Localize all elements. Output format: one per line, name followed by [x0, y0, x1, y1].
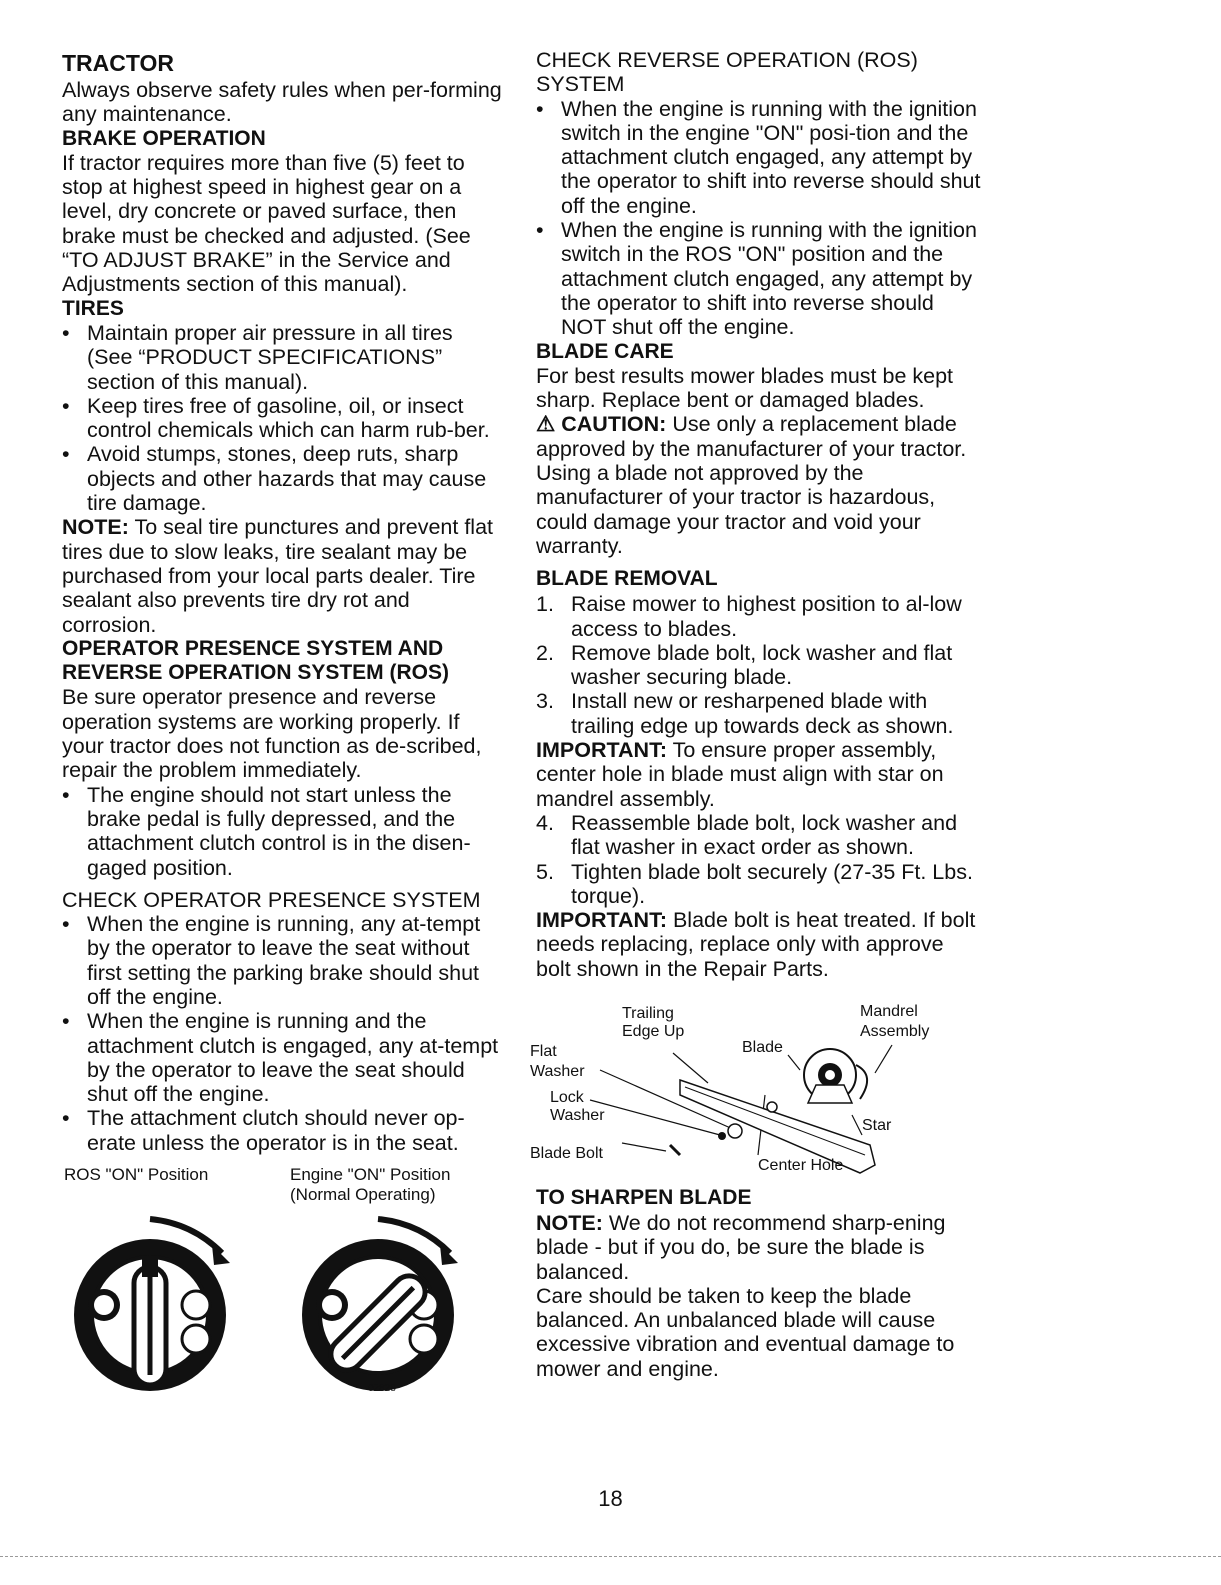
list-item: 1. Raise mower to highest position to al-low access to blades.	[536, 592, 962, 641]
list-item: • When the engine is running with the ignition switch in the ROS "ON" position and the attachment clutch engaged, any attempt by the operator to shift into reverse should NOT shut off the engine.	[536, 218, 981, 339]
engine-switch-icon	[290, 1205, 480, 1395]
label-star: Star	[862, 1116, 892, 1134]
blade-removal-steps-b	[536, 811, 981, 908]
list-item: • Avoid stumps, stones, deep ruts, sharp objects and other hazards that may cause tire damage.	[62, 442, 502, 515]
label-flat: Flat	[530, 1042, 557, 1060]
caution-paragraph	[536, 412, 981, 558]
blade-removal-steps-a	[536, 592, 981, 738]
blade-diagram	[530, 995, 981, 1185]
important-note-1: IMPORTANT: To ensure proper assembly, center hole in blade must align with star on mandrel assembly.	[536, 738, 944, 811]
blade-care-heading: BLADE CARE	[536, 339, 674, 363]
list-item: • Maintain proper air pressure in all tires (See “PRODUCT SPECIFICATIONS” section of this manual).	[62, 321, 502, 394]
ros-label: ROS "ON" Position	[64, 1165, 209, 1185]
label-washer: Washer	[530, 1062, 585, 1080]
list-item: • When the engine is running with the ignition switch in the engine "ON" posi-tion and the attachment clutch engaged, any attempt by the operator to shift into reverse should shut off the engine.	[536, 97, 981, 218]
sharpen-note: NOTE: We do not recommend sharp-ening blade - but if you do, be sure the blade is balanced.	[536, 1210, 946, 1284]
blade-care-text: For best results mower blades must be kept sharp. Replace bent or damaged blades.	[536, 363, 954, 413]
label-trailing: Trailing	[622, 1004, 674, 1022]
list-item: • The attachment clutch should never op-erate unless the operator is in the seat.	[62, 1106, 502, 1155]
check-ops-list	[62, 912, 502, 1155]
note-text: To seal tire punctures and prevent flat tires due to slow leaks, tire sealant may be purchased from your local parts dealer. Tire sealant also prevents tire dry rot and corrosion.	[62, 515, 494, 637]
sharpen-text: Care should be taken to keep the blade balanced. An unbalanced blade will cause excessive vibration and eventual damage to mower and engine.	[536, 1283, 955, 1381]
label-edge-up: Edge Up	[622, 1022, 685, 1040]
list-item: • Keep tires free of gasoline, oil, or insect control chemicals which can harm rub-ber.	[62, 394, 502, 443]
label-lock: Lock	[550, 1088, 584, 1106]
check-ops-heading: CHECK OPERATOR PRESENCE SYSTEM	[62, 887, 481, 912]
tires-heading: TIRES	[62, 296, 124, 320]
figure-code: 02828	[368, 1383, 396, 1395]
important-note-2: IMPORTANT: Blade bolt is heat treated. If bolt needs replacing, replace only with approve bolt shown in the Repair Parts.	[536, 908, 976, 981]
label-lock-washer: Washer	[550, 1106, 605, 1124]
label-blade: Blade	[742, 1038, 783, 1056]
ros-switch-icon	[62, 1205, 252, 1395]
brake-text: If tractor requires more than five (5) feet to stop at highest speed in highest gear on a level, dry concrete or paved surface, then brake must be checked and adjusted. (See “TO ADJUST BRAKE” in the Service and Adjustments section of this manual).	[62, 150, 471, 297]
list-item: • When the engine is running, any at-tempt by the operator to leave the seat without first setting the parking brake should shut off the engine.	[62, 912, 502, 1009]
label-blade-bolt: Blade Bolt	[530, 1144, 603, 1162]
caution-label: CAUTION:	[561, 412, 667, 437]
engine-sublabel: (Normal Operating)	[290, 1185, 436, 1205]
caution-text: Use only a replacement blade approved by the manufacturer of your tractor. Using a blade not approved by the manufacturer of your tractor is hazardous, could damage your tractor and void your warranty.	[536, 412, 967, 558]
check-ros-heading: CHECK REVERSE OPERATION (ROS) SYSTEM	[536, 48, 918, 97]
check-ros-list	[536, 97, 981, 340]
label-mandrel: Mandrel	[860, 1002, 918, 1020]
label-center-hole: Center Hole	[758, 1156, 844, 1174]
tires-note	[62, 515, 502, 636]
sharpen-heading: TO SHARPEN BLADE	[536, 1185, 752, 1209]
list-item: 3. Install new or resharpened blade with trailing edge up towards deck as shown.	[536, 689, 954, 738]
intro-text: Always observe safety rules when per-forming any maintenance.	[62, 78, 502, 127]
page-number: 18	[598, 1486, 623, 1511]
brake-heading: BRAKE OPERATION	[62, 126, 266, 150]
warning-icon: ⚠	[536, 412, 562, 437]
list-item: 4. Reassemble blade bolt, lock washer and flat washer in exact order as shown.	[536, 810, 958, 860]
ops-heading: OPERATOR PRESENCE SYSTEM AND REVERSE OPERATION SYSTEM (ROS)	[62, 636, 449, 685]
ignition-figure	[62, 1155, 502, 1395]
list-item: 2. Remove blade bolt, lock washer and flat washer securing blade.	[536, 640, 953, 690]
list-item: 5. Tighten blade bolt securely (27-35 Ft. Lbs. torque).	[536, 859, 973, 908]
note-label: NOTE:	[62, 515, 129, 540]
right-column	[530, 48, 981, 1381]
engine-label: Engine "ON" Position	[290, 1165, 451, 1185]
list-item: • When the engine is running and the attachment clutch is engaged, any at-tempt by the operator to leave the seat should shut off the engine.	[62, 1009, 502, 1106]
ops-list	[62, 783, 502, 880]
left-column	[62, 48, 502, 1395]
page-divider	[0, 1556, 1221, 1557]
section-title: TRACTOR	[62, 50, 175, 76]
list-item: • The engine should not start unless the brake pedal is fully depressed, and the attachment clutch control is in the disen-gaged position.	[62, 783, 502, 880]
tires-list	[62, 321, 502, 515]
label-assembly: Assembly	[860, 1022, 930, 1040]
ops-text: Be sure operator presence and reverse operation systems are working properly. If your tractor does not function as de-scribed, repair the problem immediately.	[62, 685, 482, 783]
blade-removal-heading: BLADE REMOVAL	[536, 567, 718, 591]
